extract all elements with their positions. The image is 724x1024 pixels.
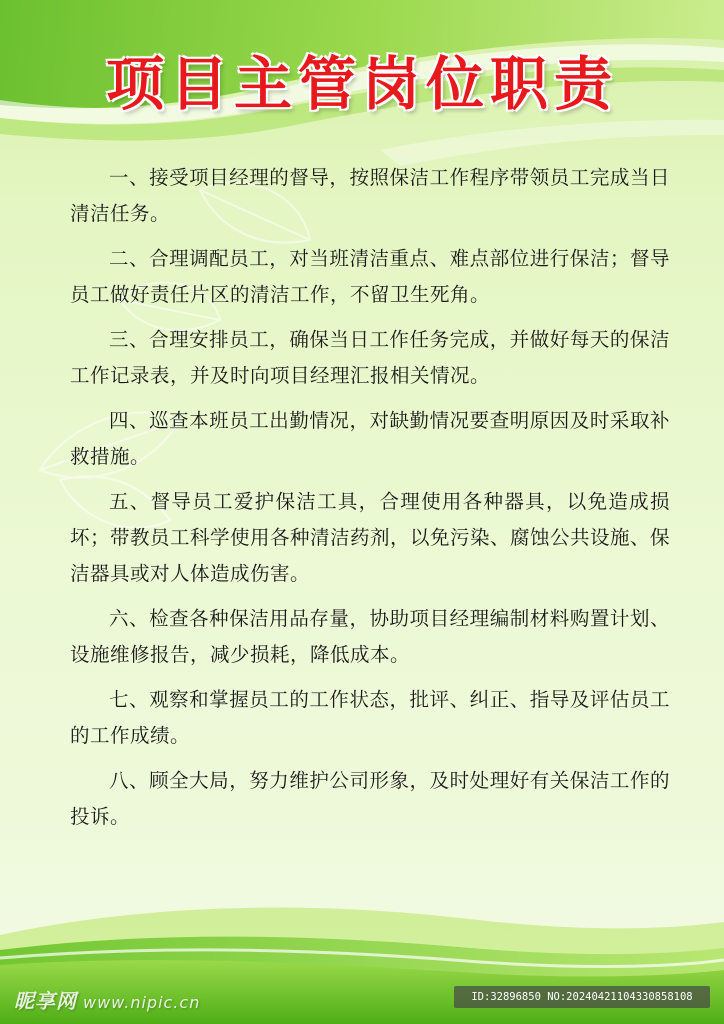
- duty-paragraph-4: 四、巡查本班员工出勤情况，对缺勤情况要查明原因及时采取补救措施。: [70, 409, 670, 468]
- image-id-label: ID:32896850 NO:20240421104330858108: [454, 986, 710, 1008]
- duty-paragraph-5: 五、督导员工爱护保洁工具，合理使用各种器具，以免造成损坏；带教员工科学使用各种清洁药剂，以免污染、腐蚀公共设施、保洁器具或对人体造成伤害。: [70, 490, 671, 585]
- duty-paragraph-1: 一、接受项目经理的督导，按照保洁工作程序带领员工完成当日清洁任务。: [70, 166, 670, 225]
- duty-paragraph-8: 八、顾全大局，努力维护公司形象，及时处理好有关保洁工作的投诉。: [70, 769, 670, 828]
- watermark-brand: 昵享网: [14, 989, 77, 1013]
- duty-paragraph-3: 三、合理安排员工，确保当日工作任务完成，并做好每天的保洁工作记录表，并及时向项目经理汇报相关情况。: [70, 328, 670, 387]
- duty-paragraph-7: 七、观察和掌握员工的工作状态，批评、纠正、指导及评估员工的工作成绩。: [70, 688, 670, 747]
- page-title: 项目主管岗位职责: [105, 50, 618, 118]
- site-watermark: [14, 985, 200, 1014]
- duty-paragraph-2: 二、合理调配员工，对当班清洁重点、难点部位进行保洁；督导员工做好责任片区的清洁工作，不留卫生死角。: [70, 247, 670, 306]
- watermark-url: www.nipic.cn: [83, 993, 201, 1012]
- duty-paragraph-6: 六、检查各种保洁用品存量，协助项目经理编制材料购置计划、设施维修报告，减少损耗，降低成本。: [70, 607, 670, 666]
- duty-list: [70, 160, 670, 844]
